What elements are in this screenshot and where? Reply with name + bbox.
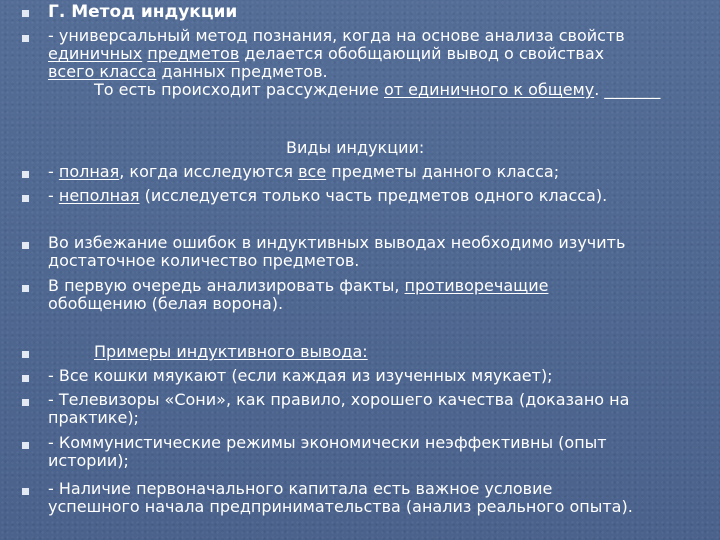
type-text: предметы данного класса; (326, 162, 560, 181)
examples-heading (48, 343, 720, 361)
example-line: - Коммунистические режимы экономически неэффективны (опыт (48, 433, 607, 452)
underlined-term: противоречащие (404, 276, 549, 295)
facts-line-2: обобщению (белая ворона). (48, 294, 284, 313)
dash: - (48, 186, 59, 205)
underlined-term: Примеры индуктивного вывода: (94, 342, 368, 361)
example-line: - Телевизоры «Сони», как правило, хорошего качества (доказано на (48, 390, 630, 409)
errors-line-2: достаточное количество предметов. (48, 251, 360, 270)
underlined-term: всего класса (48, 62, 157, 81)
facts-paragraph (48, 277, 720, 313)
underlined-term: все (298, 162, 327, 181)
bullet-icon (22, 351, 29, 358)
underlined-term: от единичного к общему (383, 80, 595, 99)
bullet-icon (22, 195, 29, 202)
underlined-term: неполная (58, 186, 140, 205)
underlined-term: единичных (48, 44, 143, 63)
errors-paragraph (48, 234, 720, 270)
example-line: - Наличие первоначального капитала есть важное условие (48, 479, 553, 498)
bullet-icon (22, 399, 29, 406)
bullet-icon (22, 488, 29, 495)
facts-line-1 (48, 277, 720, 295)
definition-line-3 (48, 63, 720, 81)
bullet-icon (22, 442, 29, 449)
underlined-term: полная (58, 162, 120, 181)
example-capital (48, 480, 720, 516)
bullet-icon (22, 10, 29, 17)
definition-text: То есть происходит рассуждение (94, 80, 384, 99)
blank-line: _______ (604, 80, 661, 99)
example-line: практике); (48, 408, 139, 427)
definition-line-1: - универсальный метод познания, когда на основе анализа свойств (48, 26, 625, 45)
example-sony (48, 391, 720, 427)
types-heading: Виды индукции: (286, 138, 425, 157)
bullet-icon (22, 375, 29, 382)
example-line: успешного начала предпринимательства (анализ реального опыта). (48, 497, 633, 516)
definition-text: . (594, 80, 605, 99)
underlined-term: предметов (147, 44, 240, 63)
example-line: истории); (48, 451, 129, 470)
dash: - (48, 162, 59, 181)
bullet-icon (22, 35, 29, 42)
definition-text: данных предметов. (156, 62, 328, 81)
type-text: (исследуется только часть предметов одного класса). (139, 186, 608, 205)
facts-text: В первую очередь анализировать факты, (48, 276, 405, 295)
definition-line-4 (48, 81, 720, 99)
bullet-icon (22, 171, 29, 178)
type-text: , когда исследуются (119, 162, 299, 181)
type-partial (48, 187, 720, 205)
example-cats: - Все кошки мяукают (если каждая из изученных мяукает); (48, 366, 553, 385)
definition-paragraph (48, 27, 720, 99)
bullet-icon (22, 285, 29, 292)
definition-line-2 (48, 45, 720, 63)
slide-title: Г. Метод индукции (48, 2, 238, 22)
bullet-icon (22, 242, 29, 249)
example-regimes (48, 434, 720, 470)
errors-line-1: Во избежание ошибок в индуктивных выводах необходимо изучить (48, 233, 626, 252)
definition-text: делается обобщающий вывод о свойствах (239, 44, 605, 63)
type-full (48, 163, 720, 181)
